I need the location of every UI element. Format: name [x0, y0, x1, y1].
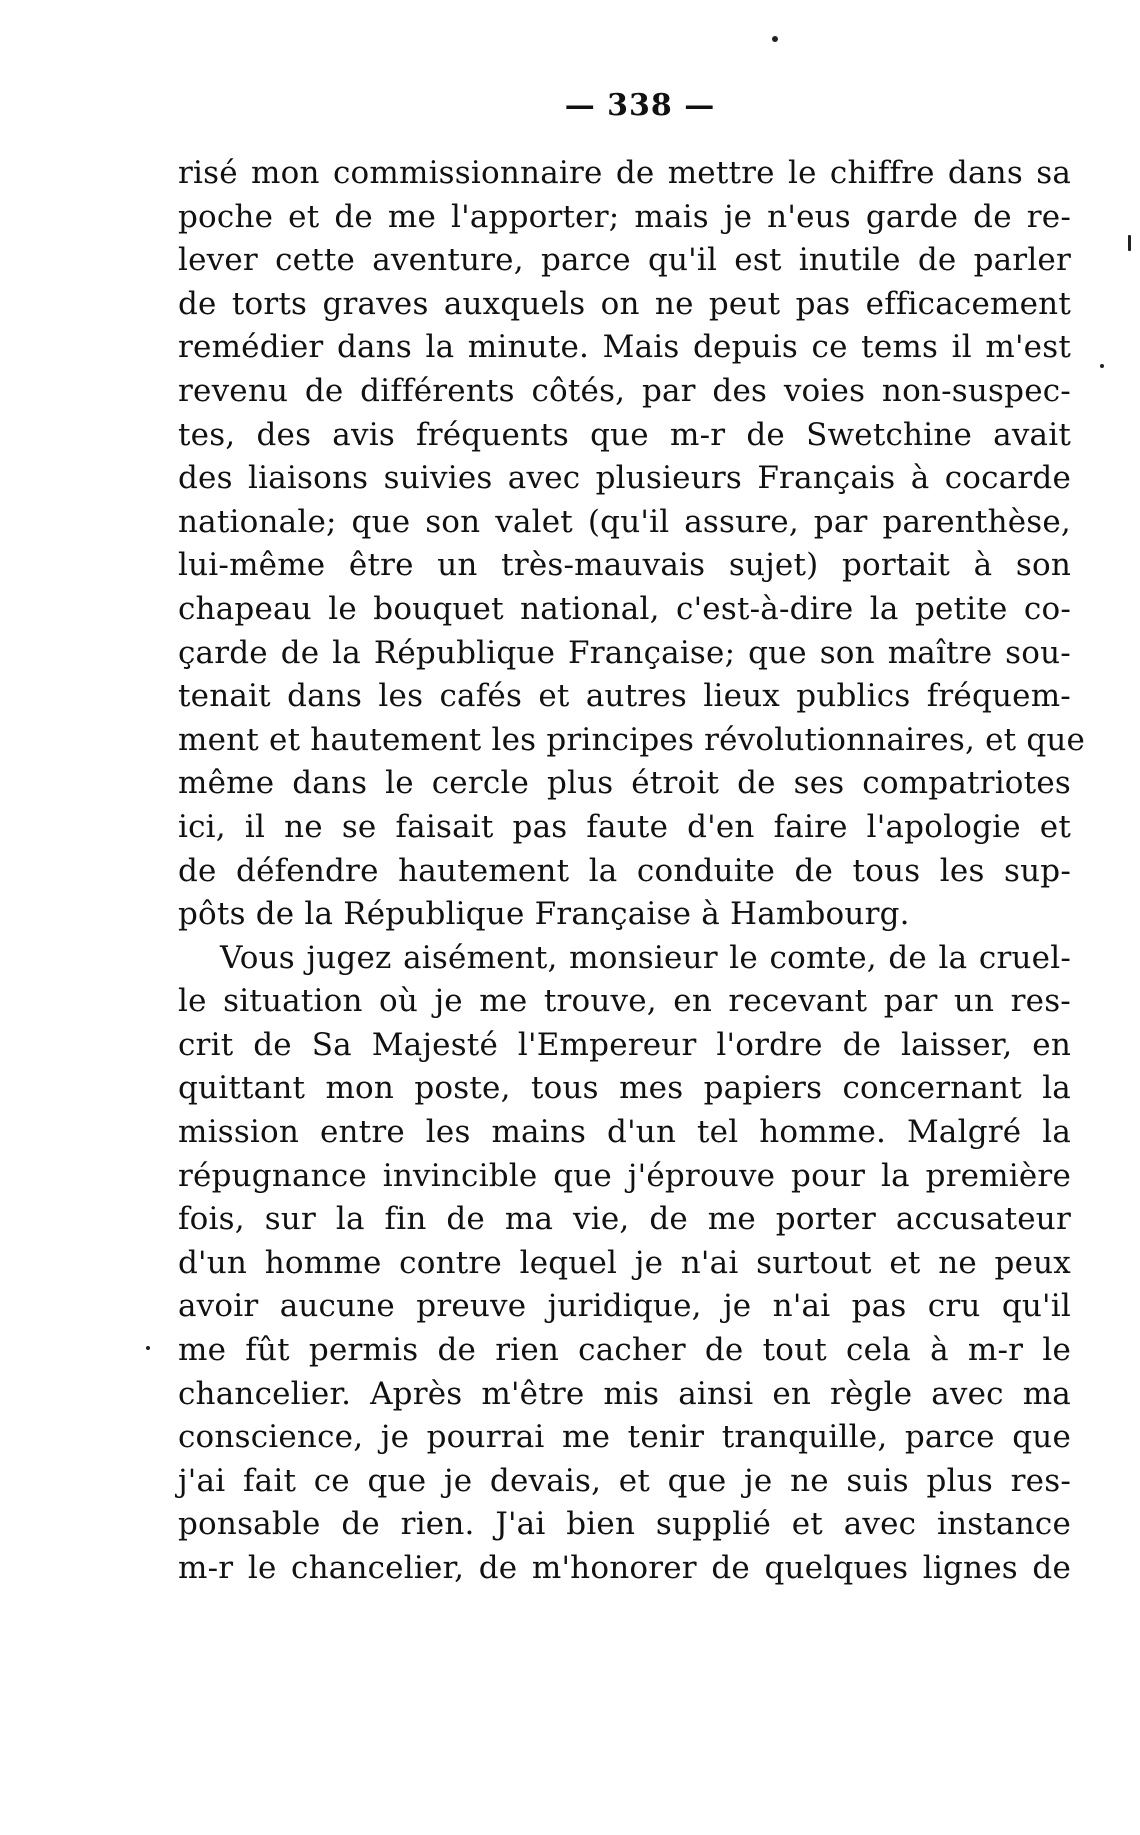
paragraph-start-line: Vous jugez aisément, monsieur le comte, de la cruel- — [220, 939, 1071, 976]
text-line: mission entre les mains d'un tel homme. Malgré la — [178, 1114, 1071, 1151]
text-line: lui-même être un très-mauvais sujet) portait à son — [178, 547, 1071, 584]
text-line: ment et hautement les principes révolutionnaires, et que — [178, 721, 1086, 758]
scan-speck — [1128, 235, 1131, 251]
text-line: fois, sur la fin de ma vie, de me porter accusateur — [178, 1201, 1071, 1238]
text-line: même dans le cercle plus étroit de ses compatriotes — [178, 765, 1071, 802]
text-line: répugnance invincible que j'éprouve pour la première — [178, 1157, 1071, 1194]
text-line: le situation où je me trouve, en recevant par un res- — [178, 983, 1071, 1020]
text-line: tenait dans les cafés et autres lieux publics fréquem- — [178, 678, 1071, 715]
text-line: m-r le chancelier, de m'honorer de quelques lignes de — [178, 1550, 1071, 1586]
text-line: de torts graves auxquels on ne peut pas efficacement — [178, 285, 1071, 322]
text-line: j'ai fait ce que je devais, et que je ne suis plus res- — [178, 1462, 1071, 1499]
text-line: d'un homme contre lequel je n'ai surtout et ne peux — [178, 1244, 1071, 1281]
text-line: chapeau le bouquet national, c'est-à-dire la petite co- — [178, 590, 1071, 627]
text-line: poche et de me l'apporter; mais je n'eus garde de re- — [178, 198, 1071, 235]
text-line: me fût permis de rien cacher de tout cela à m-r le — [178, 1332, 1071, 1369]
scan-speck — [772, 36, 778, 42]
page-number: — 338 — — [564, 88, 716, 123]
text-line: conscience, je pourrai me tenir tranquille, parce que — [178, 1419, 1071, 1456]
text-line: quittant mon poste, tous mes papiers concernant la — [178, 1070, 1071, 1107]
text-line: çarde de la République Française; que son maître sou- — [178, 634, 1071, 671]
text-line: lever cette aventure, parce qu'il est inutile de parler — [178, 242, 1071, 279]
text-line: des liaisons suivies avec plusieurs Français à cocarde — [178, 460, 1071, 497]
text-line: chancelier. Après m'être mis ainsi en règle avec ma — [178, 1375, 1071, 1412]
text-line: crit de Sa Majesté l'Empereur l'ordre de laisser, en — [178, 1026, 1071, 1063]
text-line: remédier dans la minute. Mais depuis ce tems il m'est — [178, 329, 1071, 366]
text-line: ici, il ne se faisait pas faute d'en faire l'apologie et — [178, 808, 1071, 845]
text-line: ponsable de rien. J'ai bien supplié et avec instance — [178, 1506, 1071, 1543]
scan-speck — [1100, 364, 1104, 368]
text-line: nationale; que son valet (qu'il assure, par parenthèse, — [178, 503, 1071, 540]
scan-speck — [146, 1346, 150, 1350]
text-line: de défendre hautement la conduite de tous les sup- — [178, 852, 1071, 889]
text-line: revenu de différents côtés, par des voies non-suspec- — [178, 372, 1071, 409]
text-line: risé mon commissionnaire de mettre le chiffre dans sa — [178, 155, 1071, 191]
body-text — [178, 152, 1086, 1591]
text-line: pôts de la République Française à Hambourg. — [178, 896, 910, 933]
text-line: tes, des avis fréquents que m-r de Swetchine avait — [178, 416, 1071, 453]
text-line: avoir aucune preuve juridique, je n'ai pas cru qu'il — [178, 1288, 1071, 1325]
